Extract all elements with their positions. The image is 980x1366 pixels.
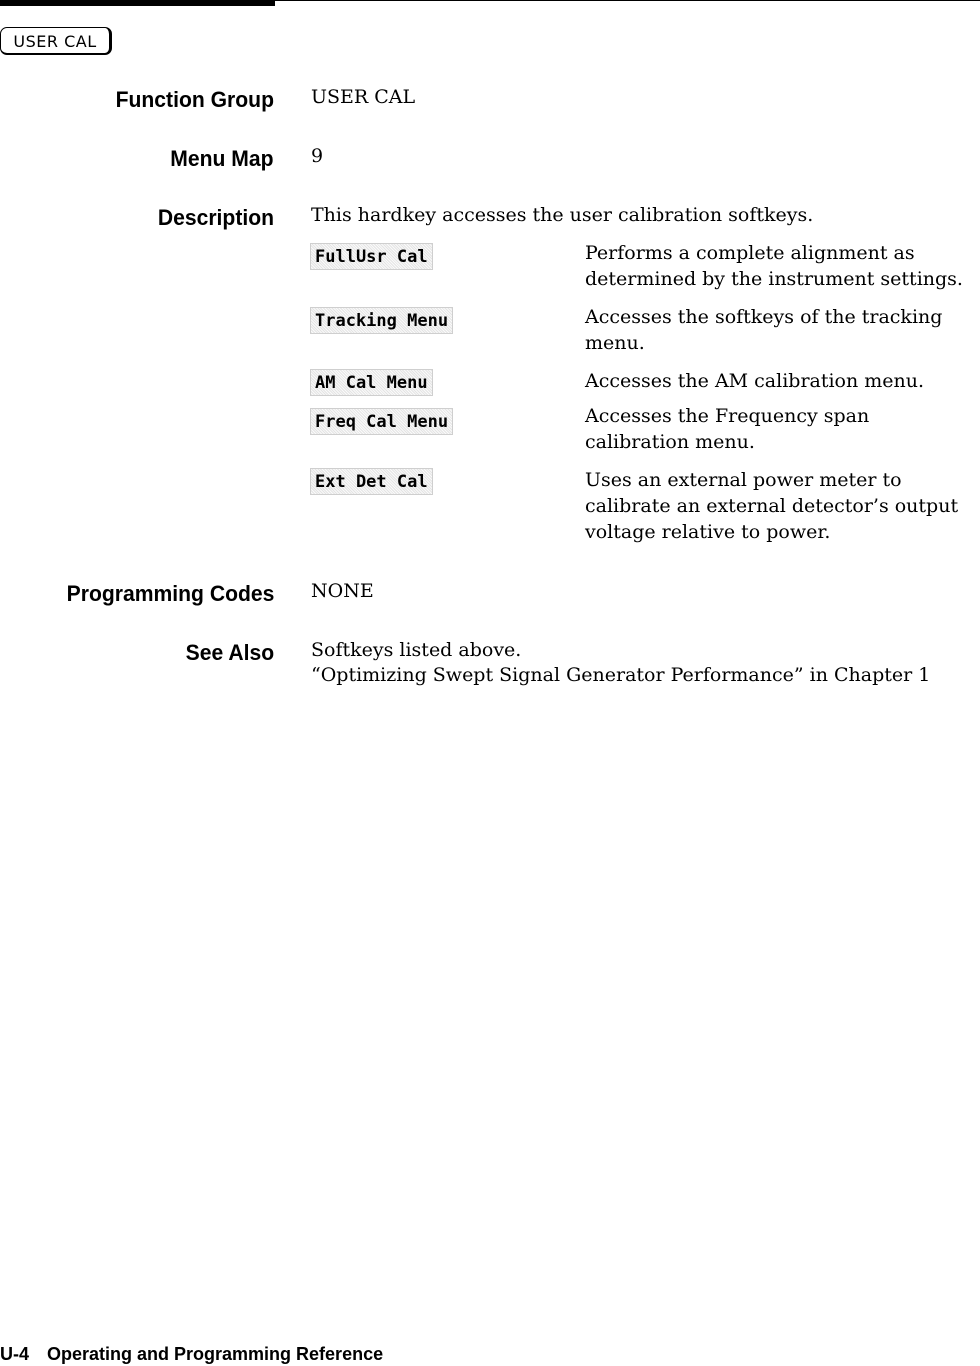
function-group-label: Function Group xyxy=(115,87,274,112)
see-also-line-2: “Optimizing Swept Signal Generator Performance” in Chapter 1 xyxy=(311,664,931,686)
see-also-label: See Also xyxy=(185,640,274,665)
softkey-ext-det-cal-description: Uses an external power meter to calibrate an external detector’s output voltage relative to power. xyxy=(585,469,959,543)
footer-title: Operating and Programming Reference xyxy=(47,1344,384,1364)
page-number: U-4 xyxy=(0,1344,30,1364)
user-cal-hardkey: USER CAL xyxy=(0,27,112,55)
softkey-fullusr-cal: FullUsr Cal xyxy=(310,243,433,270)
softkey-tracking-menu-description: Accesses the softkeys of the tracking menu. xyxy=(585,306,943,354)
page-footer xyxy=(0,1344,383,1365)
softkey-fullusr-cal-description: Performs a complete alignment as determined by the instrument settings. xyxy=(585,242,963,290)
softkey-am-cal-menu: AM Cal Menu xyxy=(310,369,433,396)
description-text: This hardkey accesses the user calibration softkeys. xyxy=(311,204,814,226)
programming-codes-label: Programming Codes xyxy=(66,581,274,606)
softkey-freq-cal-menu: Freq Cal Menu xyxy=(310,408,453,435)
see-also-line-1: Softkeys listed above. xyxy=(311,639,522,661)
menu-map-label: Menu Map xyxy=(170,146,274,171)
programming-codes-value: NONE xyxy=(311,580,374,602)
softkey-ext-det-cal: Ext Det Cal xyxy=(310,468,433,495)
header-rule-thin xyxy=(275,0,980,1)
softkey-am-cal-menu-description: Accesses the AM calibration menu. xyxy=(585,370,925,392)
softkey-freq-cal-menu-description: Accesses the Frequency span calibration menu. xyxy=(585,405,870,453)
softkey-tracking-menu: Tracking Menu xyxy=(310,307,453,334)
header-rule-thick xyxy=(0,0,275,6)
description-label: Description xyxy=(157,205,274,230)
menu-map-value: 9 xyxy=(311,145,324,167)
function-group-value: USER CAL xyxy=(311,86,416,108)
